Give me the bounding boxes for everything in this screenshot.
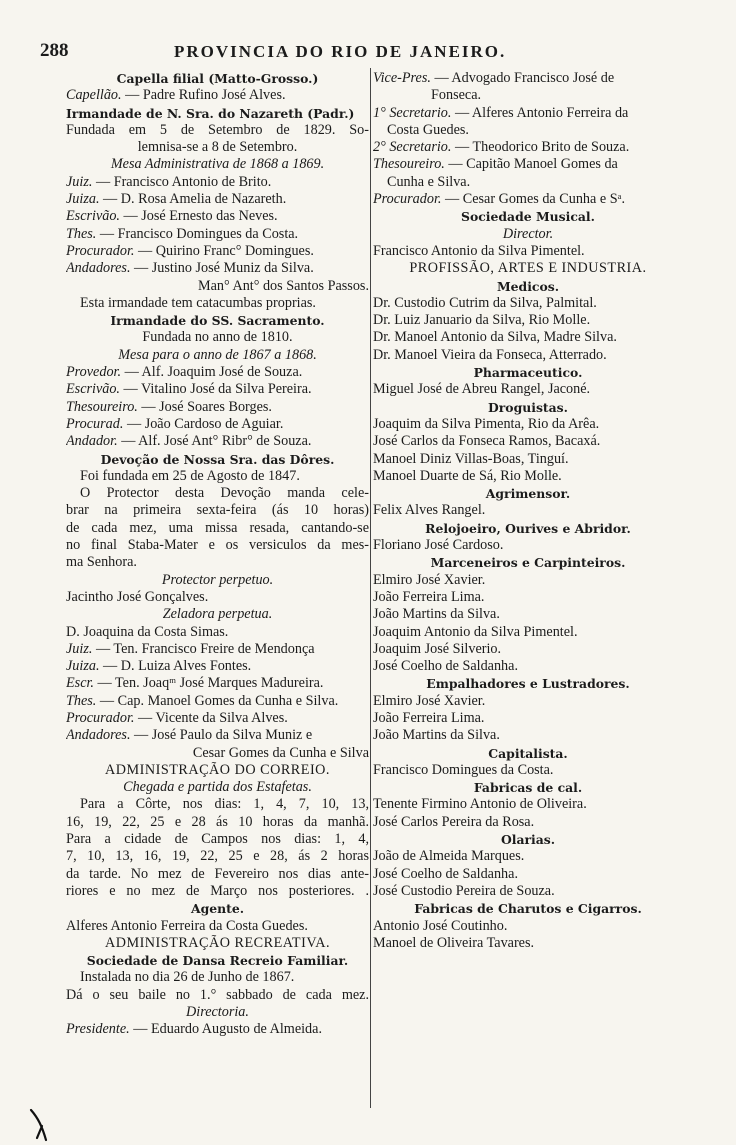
line-text: Fundada em 5 de Setembro de 1829. So- — [66, 121, 369, 138]
line-text: — Francisco Antonio de Brito. — [92, 173, 272, 190]
text-line — [66, 796, 369, 813]
text-line — [373, 416, 683, 433]
line-text: — Eduardo Augusto de Almeida. — [129, 1021, 322, 1038]
text-line — [373, 796, 683, 813]
line-text: Cesar Gomes da Cunha e Silva — [192, 744, 369, 761]
line-text: Alferes Antonio Ferreira da Costa Guedes. — [66, 917, 308, 934]
section-heading — [373, 208, 683, 225]
line-text: — José Soares Borges. — [137, 398, 272, 415]
line-text: — Vitalino José da Silva Pereira. — [119, 381, 312, 398]
section-heading — [66, 105, 369, 122]
text-line — [66, 641, 369, 658]
text-line — [66, 624, 369, 641]
text-line — [66, 883, 369, 900]
line-text: Mesa para o anno de 1867 a 1868. — [118, 346, 317, 363]
text-line — [66, 987, 369, 1004]
line-text: Miguel José de Abreu Rangel, Jaconé. — [373, 381, 591, 398]
office-label: Juiz. — [66, 640, 93, 657]
line-text: Tenente Firmino Antonio de Oliveira. — [373, 796, 587, 813]
text-line — [66, 745, 369, 762]
office-label: Juiza. — [66, 658, 100, 675]
line-text: — Padre Rufino José Alves. — [121, 87, 286, 104]
line-text: Para a Côrte, nos dias: 1, 4, 7, 10, 13, — [80, 796, 369, 813]
office-label: Capellão. — [66, 87, 122, 104]
office-label: Provedor. — [66, 364, 122, 381]
line-text: — José Ernesto das Neves. — [119, 208, 278, 225]
left-column — [66, 70, 369, 1039]
line-text: Cunha e Silva. — [387, 173, 471, 190]
text-line — [66, 779, 369, 796]
line-text: — Ten. Francisco Freire de Mendonça — [92, 640, 315, 657]
line-text: Zeladora perpetua. — [162, 606, 273, 623]
line-text: Fabricas de Charutos e Cigarros. — [414, 901, 642, 917]
line-text: Droguistas. — [488, 399, 568, 415]
text-line — [66, 572, 369, 589]
office-label: Vice-Pres. — [373, 70, 431, 86]
text-line — [66, 468, 369, 485]
text-line — [373, 572, 683, 589]
line-text: — Alf. José Ant° Ribr° de Souza. — [117, 433, 312, 450]
text-line — [66, 554, 369, 571]
line-text: Antonio José Coutinho. — [373, 917, 508, 934]
text-line — [373, 866, 683, 883]
margin-pen-mark — [28, 1108, 54, 1142]
text-line — [373, 606, 683, 623]
line-text: Capella filial (Matto-Grosso.) — [116, 71, 319, 86]
line-text: Francisco Antonio da Silva Pimentel. — [373, 242, 585, 259]
line-text: Elmiro José Xavier. — [373, 571, 486, 588]
line-text: — José Paulo da Silva Muniz e — [130, 727, 313, 744]
text-line — [66, 122, 369, 139]
section-heading — [373, 745, 683, 762]
text-line — [373, 347, 683, 364]
line-text: José Coelho de Saldanha. — [373, 658, 518, 675]
line-text: brar na primeira sexta-feira (ás 10 horas) — [66, 502, 369, 519]
line-text: Sociedade de Dansa Recreio Familiar. — [86, 953, 349, 969]
text-line — [66, 727, 369, 744]
line-text: Olarias. — [500, 832, 556, 848]
line-text: Manoel Diniz Villas-Boas, Tinguí. — [373, 450, 569, 467]
text-line — [66, 208, 369, 225]
text-line — [373, 641, 683, 658]
line-text: Director. — [502, 225, 554, 242]
section-heading — [66, 900, 369, 917]
line-text: — Alf. Joaquim José de Souza. — [121, 364, 303, 381]
text-line — [373, 537, 683, 554]
office-label: Andadores. — [66, 260, 131, 277]
line-text: Dr. Manoel Antonio da Silva, Madre Silva. — [373, 329, 617, 346]
text-line — [66, 502, 369, 519]
text-line — [66, 433, 369, 450]
line-text: João Ferreira Lima. — [373, 588, 485, 605]
line-text: Man° Ant° dos Santos Passos. — [198, 277, 369, 294]
text-line — [373, 260, 683, 277]
line-text: João de Almeida Marques. — [373, 848, 525, 865]
section-heading — [373, 554, 683, 571]
text-line — [373, 105, 683, 122]
text-line — [66, 399, 369, 416]
line-text: Manoel Duarte de Sá, Rio Molle. — [373, 467, 562, 484]
section-heading — [373, 675, 683, 692]
line-text: Devoção de Nossa Sra. das Dôres. — [100, 451, 335, 467]
line-text: — Quirino Franc° Domingues. — [134, 242, 314, 259]
line-text: Irmandade do SS. Sacramento. — [110, 313, 325, 329]
text-line — [373, 727, 683, 744]
line-text: — Justino José Muniz da Silva. — [130, 260, 314, 277]
line-text: João Ferreira Lima. — [373, 709, 485, 726]
office-label: Escrivão. — [66, 381, 120, 398]
page-number: 288 — [40, 40, 69, 61]
line-text: 7, 10, 13, 16, 19, 22, 25 e 28, ás 2 horas — [66, 848, 369, 865]
line-text: ADMINISTRAÇÃO RECREATIVA. — [104, 934, 331, 951]
line-text: ADMINISTRAÇÃO DO CORREIO. — [105, 761, 330, 778]
line-text: — Francisco Domingues da Costa. — [96, 225, 299, 242]
text-line — [373, 502, 683, 519]
line-text: lemnisa-se a 8 de Setembro. — [137, 139, 298, 156]
text-line — [373, 295, 683, 312]
section-heading — [373, 520, 683, 537]
line-text: Agrimensor. — [485, 486, 571, 502]
line-text: José Custodio Pereira de Souza. — [373, 882, 555, 899]
text-line — [373, 433, 683, 450]
line-text: Relojoeiro, Ourives e Abridor. — [425, 520, 631, 536]
line-text: Joaquim Antonio da Silva Pimentel. — [373, 623, 578, 640]
text-line — [66, 364, 369, 381]
text-line — [66, 278, 369, 295]
line-text: O Protector desta Devoção manda cele- — [80, 485, 369, 502]
line-text: Empalhadores e Lustradores. — [426, 676, 630, 692]
text-line — [373, 243, 683, 260]
text-line — [66, 814, 369, 831]
text-line — [66, 485, 369, 502]
text-line — [66, 658, 369, 675]
office-label: Procurad. — [66, 415, 124, 432]
line-text: José Carlos Pereira da Rosa. — [373, 813, 535, 830]
text-line — [373, 451, 683, 468]
line-text: Foi fundada em 25 de Agosto de 1847. — [80, 467, 300, 484]
text-line — [373, 624, 683, 641]
section-heading — [373, 900, 683, 917]
text-line — [66, 1021, 369, 1038]
office-label: Thesoureiro. — [373, 156, 445, 173]
line-text: Marceneiros e Carpinteiros. — [430, 555, 626, 571]
text-line — [66, 174, 369, 191]
line-text: Joaquim da Silva Pimenta, Rio da Arêa. — [373, 415, 600, 432]
office-label: Juiz. — [66, 173, 93, 190]
line-text: Pharmaceutico. — [473, 365, 583, 381]
text-line — [373, 693, 683, 710]
right-column — [373, 70, 683, 952]
line-text: Sociedade Musical. — [461, 209, 595, 225]
office-label: Procurador. — [66, 709, 135, 726]
line-text: Dr. Luiz Januario da Silva, Rio Molle. — [373, 312, 591, 329]
line-text: — D. Rosa Amelia de Nazareth. — [99, 191, 287, 208]
office-label: Procurador. — [66, 242, 135, 259]
line-text: Manoel de Oliveira Tavares. — [373, 934, 535, 951]
line-text: Medicos. — [496, 278, 560, 294]
office-label: Procurador. — [373, 191, 442, 208]
section-heading — [66, 312, 369, 329]
line-text: — Ten. Joaqᵐ José Marques Madureira. — [93, 675, 324, 692]
text-line — [373, 329, 683, 346]
section-heading — [66, 451, 369, 468]
office-label: Andador. — [66, 433, 118, 450]
text-line — [66, 537, 369, 554]
section-heading — [373, 364, 683, 381]
text-line — [66, 606, 369, 623]
text-line — [66, 866, 369, 883]
section-heading — [373, 278, 683, 295]
line-text: — Cap. Manoel Gomes da Cunha e Silva. — [96, 692, 339, 709]
line-text: Mesa Administrativa de 1868 a 1869. — [110, 156, 325, 173]
text-line — [66, 87, 369, 104]
line-text: Fabricas de cal. — [473, 780, 583, 796]
text-line — [66, 848, 369, 865]
office-label: Thes. — [66, 692, 97, 709]
line-text: no final Staba-Mater e os versiculos da mes- — [66, 537, 369, 554]
line-text: Felix Alves Rangel. — [373, 502, 486, 519]
office-label: Andadores. — [66, 727, 131, 744]
running-title: PROVINCIA DO RIO DE JANEIRO. — [174, 42, 507, 61]
text-line — [66, 329, 369, 346]
line-text: — Cesar Gomes da Cunha e Sᵃ. — [441, 191, 626, 208]
text-line — [66, 831, 369, 848]
line-text: João Martins da Silva. — [373, 606, 500, 623]
section-heading — [66, 952, 369, 969]
line-text: D. Joaquina da Costa Simas. — [66, 623, 229, 640]
line-text: ma Senhora. — [66, 554, 137, 571]
text-line — [66, 243, 369, 260]
line-text: José Carlos da Fonseca Ramos, Bacaxá. — [373, 433, 601, 450]
text-line — [66, 156, 369, 173]
office-label: Escrivão. — [66, 208, 120, 225]
section-heading — [66, 70, 369, 87]
office-label: Presidente. — [66, 1021, 130, 1038]
line-text: Esta irmandade tem catacumbas proprias. — [80, 294, 316, 311]
line-text: Dá o seu baile no 1.° sabbado de cada mez. — [66, 986, 369, 1003]
office-label: 1° Secretario. — [373, 104, 452, 121]
text-line — [373, 139, 683, 156]
line-text: Instalada no dia 26 de Junho de 1867. — [80, 969, 295, 986]
line-text: Fundada no anno de 1810. — [142, 329, 293, 346]
line-text: Costa Guedes. — [387, 121, 469, 138]
line-text: — Vicente da Silva Alves. — [134, 709, 288, 726]
line-text: — Capitão Manoel Gomes da — [444, 156, 618, 173]
text-line — [66, 520, 369, 537]
line-text: — Alferes Antonio Ferreira da — [451, 104, 629, 121]
line-text: João Martins da Silva. — [373, 727, 500, 744]
line-text: José Coelho de Saldanha. — [373, 865, 518, 882]
line-text: Irmandade de N. Sra. do Nazareth (Padr.) — [66, 105, 355, 121]
text-line — [66, 1004, 369, 1021]
line-text: — Advogado Francisco José de — [430, 70, 615, 86]
line-text: Directoria. — [186, 1004, 249, 1021]
office-label: 2° Secretario. — [373, 139, 452, 156]
text-line — [66, 295, 369, 312]
text-line — [373, 658, 683, 675]
text-line — [66, 416, 369, 433]
section-heading — [373, 485, 683, 502]
line-text: Floriano José Cardoso. — [373, 537, 504, 554]
line-text: Fonseca. — [431, 87, 482, 104]
text-line — [66, 935, 369, 952]
text-line — [66, 710, 369, 727]
line-text: Jacintho José Gonçalves. — [66, 588, 209, 605]
line-text: Agente. — [190, 901, 245, 917]
line-text: Protector perpetuo. — [161, 571, 274, 588]
text-line — [66, 762, 369, 779]
line-text: 16, 19, 22, 25 e 28 ás 10 horas da manhã. — [66, 813, 369, 830]
office-label: Escr. — [66, 675, 94, 692]
text-line — [373, 381, 683, 398]
text-line — [373, 87, 683, 104]
text-line — [373, 468, 683, 485]
line-text: Capitalista. — [488, 745, 568, 761]
text-line — [373, 848, 683, 865]
line-text: da tarde. No mez de Fevereiro nos dias ante- — [66, 865, 369, 882]
line-text: riores e no mez de Março nos posteriores. . — [66, 882, 369, 899]
text-line — [66, 226, 369, 243]
office-label: Thesoureiro. — [66, 398, 138, 415]
text-line — [373, 122, 683, 139]
text-line — [373, 191, 683, 208]
text-line — [373, 226, 683, 243]
text-line — [66, 969, 369, 986]
text-line — [373, 814, 683, 831]
line-text: de cada mez, uma missa resada, cantando-se — [66, 519, 369, 536]
text-line — [373, 883, 683, 900]
text-line — [373, 918, 683, 935]
text-line — [373, 174, 683, 191]
column-rule — [370, 68, 371, 1108]
line-text: Joaquim José Silverio. — [373, 640, 502, 657]
text-line — [373, 589, 683, 606]
line-text: — D. Luiza Alves Fontes. — [99, 658, 252, 675]
line-text: Chegada e partida dos Estafetas. — [123, 779, 312, 796]
line-text: Francisco Domingues da Costa. — [373, 761, 554, 778]
text-line — [66, 918, 369, 935]
text-line — [66, 589, 369, 606]
text-line — [66, 191, 369, 208]
office-label: Juiza. — [66, 191, 100, 208]
line-text: — João Cardoso de Aguiar. — [123, 415, 284, 432]
line-text: PROFISSÃO, ARTES E INDUSTRIA. — [409, 260, 647, 277]
office-label: Thes. — [66, 225, 97, 242]
text-line — [66, 347, 369, 364]
text-line — [373, 762, 683, 779]
text-line — [373, 312, 683, 329]
text-line — [373, 156, 683, 173]
text-line — [373, 70, 683, 87]
line-text: Dr. Manoel Vieira da Fonseca, Atterrado. — [373, 346, 607, 363]
section-heading — [373, 779, 683, 796]
section-heading — [373, 831, 683, 848]
text-line — [373, 935, 683, 952]
line-text: Dr. Custodio Cutrim da Silva, Palmital. — [373, 294, 597, 311]
text-line — [66, 381, 369, 398]
text-line — [66, 139, 369, 156]
section-heading — [373, 399, 683, 416]
text-line — [373, 710, 683, 727]
line-text: Elmiro José Xavier. — [373, 692, 486, 709]
line-text: — Theodorico Brito de Souza. — [451, 139, 630, 156]
text-line — [66, 675, 369, 692]
line-text: Para a cidade de Campos nos dias: 1, 4, — [66, 831, 369, 848]
text-line — [66, 260, 369, 277]
text-line — [66, 693, 369, 710]
